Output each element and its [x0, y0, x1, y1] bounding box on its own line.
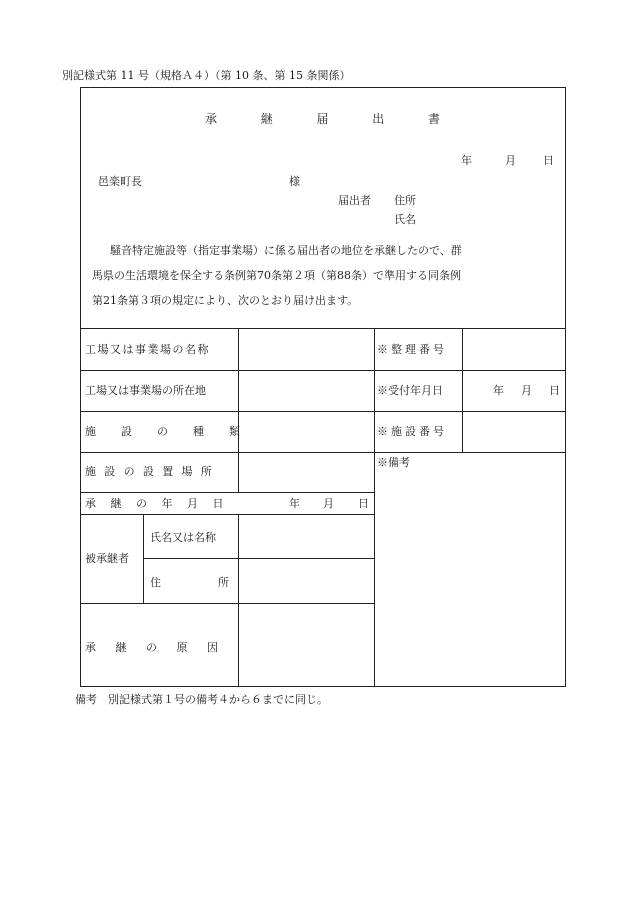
label-facility-number: ※施設番号 — [377, 425, 447, 438]
succession-date-year: 年 — [289, 497, 300, 510]
statement-line-1: 騒音特定施設等（指定事業場）に係る届出者の地位を承継したので、群 — [110, 244, 462, 257]
grid-line — [143, 514, 144, 603]
grid-line — [80, 492, 374, 493]
label-facility-place: 施設の設置場所 — [85, 465, 221, 478]
date-month-label: 月 — [505, 154, 516, 167]
grid-line — [238, 328, 239, 492]
label-remarks: ※備考 — [377, 456, 410, 469]
label-successor-name: 氏名又は名称 — [150, 531, 216, 544]
statement-line-3: 第21条第３項の規定により、次のとおり届け出ます。 — [92, 294, 359, 307]
grid-line — [80, 452, 566, 453]
label-succession-date: 承継の年月日 — [85, 497, 238, 510]
grid-line — [143, 558, 374, 559]
notifier-label: 届出者 — [338, 194, 371, 207]
document-title — [205, 113, 440, 125]
honorific: 様 — [289, 175, 300, 188]
notifier-address-label: 住所 — [394, 194, 416, 207]
footnote: 備考 別記様式第１号の備考４から６までに同じ。 — [75, 693, 328, 706]
date-day-label: 日 — [543, 154, 554, 167]
date-year-label: 年 — [461, 154, 472, 167]
form-header: 別記様式第 11 号（規格Ａ４）（第 10 条、第 15 条関係） — [62, 69, 351, 82]
grid-line — [80, 370, 566, 371]
grid-line — [238, 514, 239, 687]
recipient: 邑楽町長 — [98, 175, 142, 188]
receipt-date-day: 日 — [549, 384, 560, 397]
label-factory-location: 工場又は事業場の所在地 — [85, 384, 206, 397]
label-succession-cause: 承継の原因 — [85, 641, 238, 654]
grid-line — [462, 328, 463, 452]
title-char: 承 — [205, 112, 218, 126]
grid-line — [80, 328, 566, 329]
receipt-date-month: 月 — [521, 384, 532, 397]
label-receipt-date: ※受付年月日 — [377, 384, 443, 397]
title-char: 継 — [260, 112, 273, 126]
label-successor-address: 住所 — [150, 576, 286, 589]
statement-line-2: 馬県の生活環境を保全する条例第70条第２項（第88条）で準用する同条例 — [92, 269, 461, 282]
grid-line — [80, 514, 374, 515]
label-successor: 被承継者 — [85, 552, 129, 565]
grid-line — [80, 603, 374, 604]
receipt-date-year: 年 — [493, 384, 504, 397]
grid-line — [374, 328, 375, 687]
succession-date-day: 日 — [358, 497, 369, 510]
title-char: 出 — [372, 112, 385, 126]
title-char: 届 — [316, 112, 329, 126]
succession-date-month: 月 — [323, 497, 334, 510]
grid-line — [80, 411, 566, 412]
label-factory-name: 工場又は事業場の名称 — [85, 343, 210, 356]
label-ref-number: ※整理番号 — [377, 343, 447, 356]
label-facility-type: 施設の種類 — [85, 425, 265, 438]
title-char: 書 — [427, 112, 440, 126]
notifier-name-label: 氏名 — [394, 213, 416, 226]
